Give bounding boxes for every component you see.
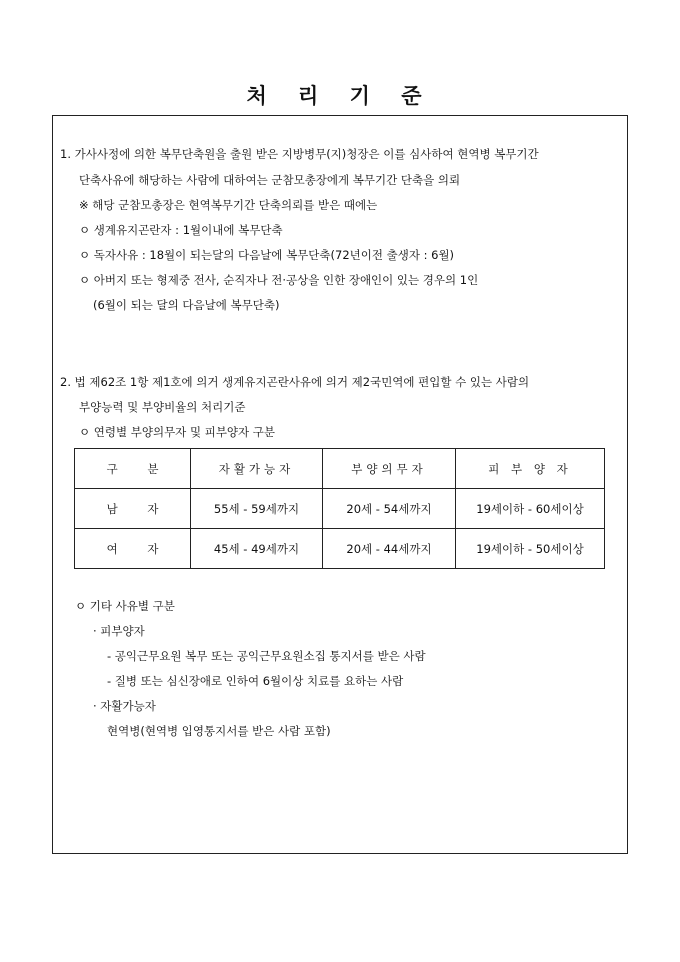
table-row bbox=[75, 489, 605, 529]
section2-line1: 2. 법 제62조 1항 제1호에 의거 생계유지곤란사유에 의거 제2국민역에 편입할 수 있는 사람의 bbox=[60, 375, 530, 389]
section1-line2: 단축사유에 해당하는 사람에 대하여는 군참모총장에게 복무기간 단축을 의뢰 bbox=[79, 173, 461, 187]
section3-head: ㅇ 기타 사유별 구분 bbox=[75, 599, 175, 613]
section1-note: ※ 해당 군참모총장은 현역복무기간 단축의뢰를 받은 때에는 bbox=[79, 198, 378, 212]
section1-bullet3-cont: (6월이 되는 달의 다음날에 복무단축) bbox=[93, 298, 280, 312]
section2-line2: 부양능력 및 부양비율의 처리기준 bbox=[79, 400, 246, 414]
section3-item2a: 현역병(현역병 입영통지서를 받은 사람 포함) bbox=[107, 724, 331, 738]
age-classification-table bbox=[74, 448, 605, 569]
section3-item1: · 피부양자 bbox=[93, 624, 145, 638]
section3-item1b: - 질병 또는 심신장애로 인하여 6월이상 치료를 요하는 사람 bbox=[107, 674, 404, 688]
table-header-cell: 자활가능자 bbox=[191, 449, 323, 489]
section1-bullet1: ㅇ 생계유지곤란자 : 1월이내에 복무단축 bbox=[79, 223, 283, 237]
table-cell: 남 자 bbox=[75, 489, 191, 529]
table-cell: 45세 - 49세까지 bbox=[191, 529, 323, 569]
page-title: 처 리 기 준 bbox=[246, 83, 434, 108]
table-cell: 55세 - 59세까지 bbox=[191, 489, 323, 529]
section3-item2: · 자활가능자 bbox=[93, 699, 156, 713]
table-cell: 20세 - 54세까지 bbox=[323, 489, 456, 529]
section2-sub: ㅇ 연령별 부양의무자 및 피부양자 구분 bbox=[79, 425, 276, 439]
table-header-cell: 부양의무자 bbox=[323, 449, 456, 489]
table-header-cell: 피 부 양 자 bbox=[456, 449, 605, 489]
section1-bullet3: ㅇ 아버지 또는 형제중 전사, 순직자나 전·공상을 인한 장애인이 있는 경우의 1인 bbox=[79, 273, 479, 287]
section1-line1: 1. 가사사정에 의한 복무단축원을 출원 받은 지방병무(지)청장은 이를 심사하여 현역병 복무기간 bbox=[60, 147, 539, 161]
section3-item1a: - 공익근무요원 복무 또는 공익근무요원소집 통지서를 받은 사람 bbox=[107, 649, 426, 663]
table-header-row bbox=[75, 449, 605, 489]
table-row bbox=[75, 529, 605, 569]
table-cell: 20세 - 44세까지 bbox=[323, 529, 456, 569]
table-header-cell: 구 분 bbox=[75, 449, 191, 489]
table-cell: 19세이하 - 50세이상 bbox=[456, 529, 605, 569]
table-cell: 19세이하 - 60세이상 bbox=[456, 489, 605, 529]
table-cell: 여 자 bbox=[75, 529, 191, 569]
section1-bullet2: ㅇ 독자사유 : 18월이 되는달의 다음날에 복무단축(72년이전 출생자 : 6월) bbox=[79, 248, 455, 262]
